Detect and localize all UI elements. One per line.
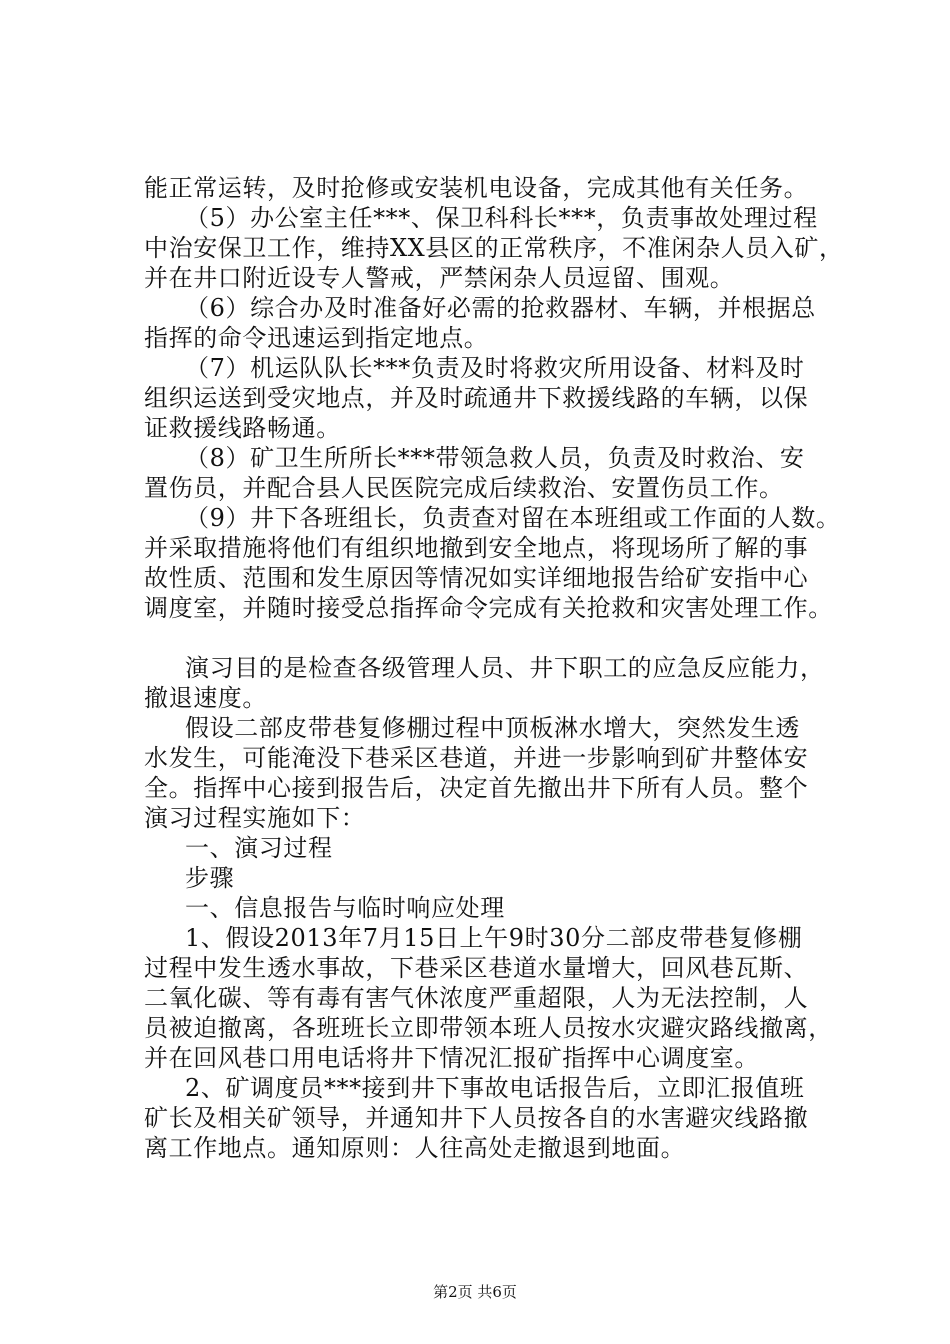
page-number-footer: 第2页 共6页: [433, 1283, 517, 1301]
body-line: 2、矿调度员***接到井下事故电话报告后，立即汇报值班: [185, 1074, 805, 1102]
section-heading: 步骤: [185, 864, 235, 892]
body-line: 假设二部皮带巷复修棚过程中顶板淋水增大，突然发生透: [185, 714, 800, 742]
body-line: 能正常运转，及时抢修或安装机电设备，完成其他有关任务。: [144, 174, 809, 202]
body-line: （7）机运队队长***负责及时将救灾所用设备、材料及时: [185, 354, 805, 382]
paragraph-gap: [144, 623, 864, 653]
body-line: 调度室，并随时接受总指挥命令完成有关抢救和灾害处理工作。: [144, 594, 833, 622]
body-line: （5）办公室主任***、保卫科科长***，负责事故处理过程: [185, 204, 818, 232]
body-line: 水发生，可能淹没下巷采区巷道，并进一步影响到矿井整体安: [144, 744, 809, 772]
body-line: 组织运送到受灾地点，并及时疏通井下救援线路的车辆，以保: [144, 384, 809, 412]
body-line: 故性质、范围和发生原因等情况如实详细地报告给矿安指中心: [144, 564, 809, 592]
section-heading: 一、信息报告与临时响应处理: [185, 894, 505, 922]
body-line: 二氧化碳、等有毒有害气休浓度严重超限，人为无法控制，人: [144, 984, 809, 1012]
body-line: 并在井口附近设专人警戒，严禁闲杂人员逗留、围观。: [144, 264, 735, 292]
body-line: 矿长及相关矿领导，并通知井下人员按各自的水害避灾线路撤: [144, 1104, 809, 1132]
body-line: 演习过程实施如下：: [144, 804, 366, 832]
body-line: 全。指挥中心接到报告后，决定首先撤出井下所有人员。整个: [144, 774, 809, 802]
body-line: 指挥的命令迅速运到指定地点。: [144, 324, 489, 352]
body-line: 置伤员，并配合县人民医院完成后续救治、安置伤员工作。: [144, 474, 784, 502]
document-body: [144, 173, 864, 1163]
body-line: 1、假设2013年7月15日上午9时30分二部皮带巷复修棚: [185, 924, 803, 952]
body-line: 过程中发生透水事故，下巷采区巷道水量增大，回风巷瓦斯、: [144, 954, 809, 982]
body-line: （8）矿卫生所所长***带领急救人员，负责及时救治、安: [185, 444, 805, 472]
body-line: 演习目的是检查各级管理人员、井下职工的应急反应能力，: [185, 654, 825, 682]
body-line: （6）综合办及时准备好必需的抢救器材、车辆，并根据总: [185, 294, 816, 322]
body-line: 中治安保卫工作，维持XX县区的正常秩序，不准闲杂人员入矿，: [144, 234, 844, 262]
body-line: 撤退速度。: [144, 684, 267, 712]
body-line: （9）井下各班组长，负责查对留在本班组或工作面的人数。: [185, 504, 841, 532]
body-line: 员被迫撤离，各班班长立即带领本班人员按水灾避灾路线撤离，: [144, 1014, 833, 1042]
body-line: 并采取措施将他们有组织地撤到安全地点，将现场所了解的事: [144, 534, 809, 562]
section-heading: 一、演习过程: [185, 834, 333, 862]
body-line: 证救援线路畅通。: [144, 414, 341, 442]
body-line: 并在回风巷口用电话将井下情况汇报矿指挥中心调度室。: [144, 1044, 759, 1072]
body-line: 离工作地点。通知原则：人往高处走撤退到地面。: [144, 1134, 686, 1162]
